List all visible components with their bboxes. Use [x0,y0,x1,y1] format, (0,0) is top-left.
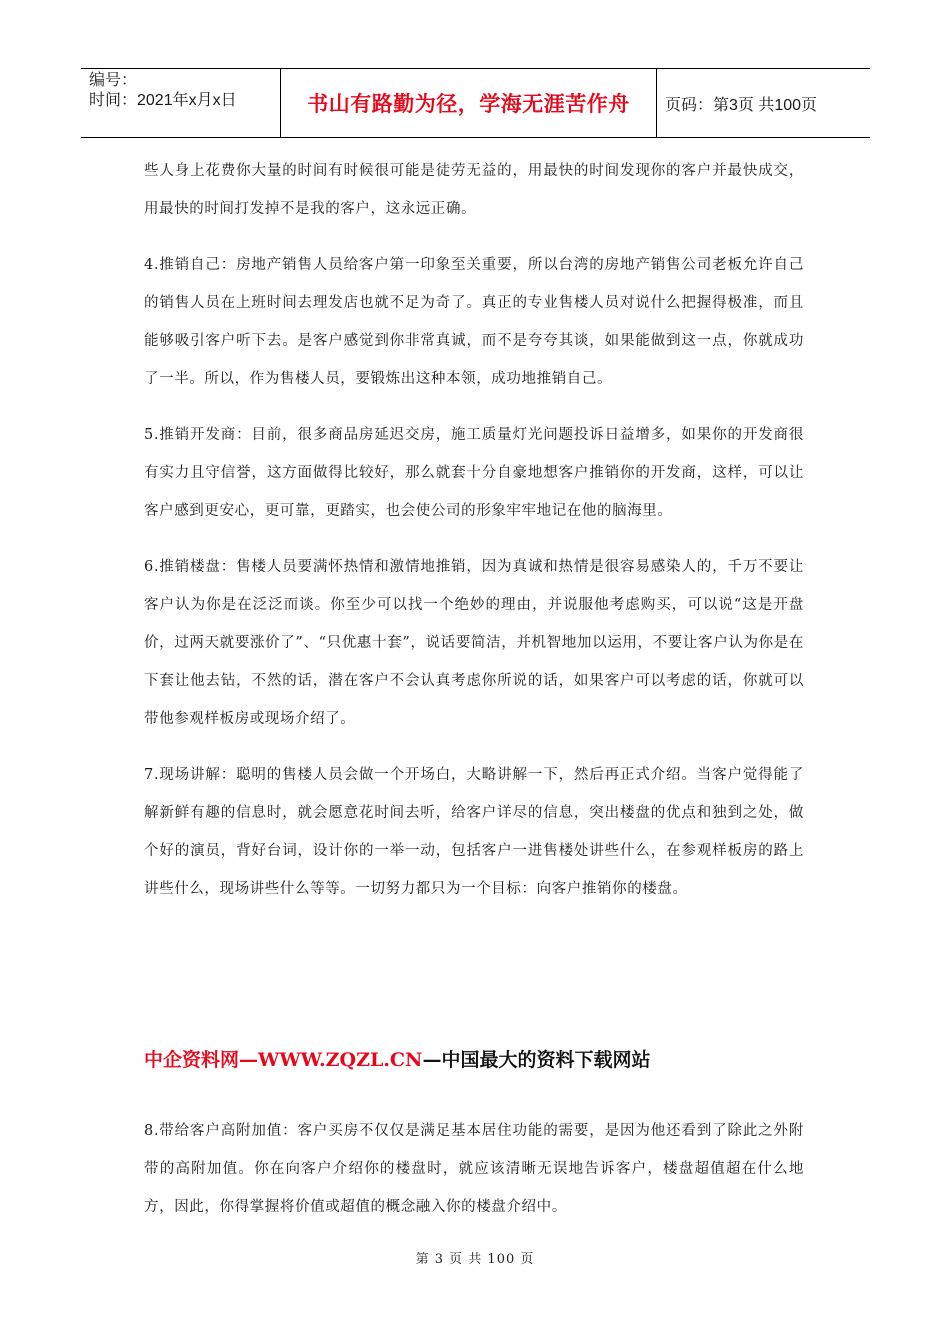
site-banner [144,1045,844,1072]
header-motto: 书山有路勤为径，学海无涯苦作舟 [281,69,657,137]
banner-tagline: —中国最大的资料下载网站 [422,1049,651,1071]
page-header [81,68,870,138]
doc-time-label: 时间：2021年x月x日 [89,92,237,109]
doc-number-label: 编号： [89,72,138,89]
banner-site-name: 中企资料网—WWW.ZQZL.CN [144,1049,423,1071]
header-page-label: 页码：第3页 共100页 [665,96,818,114]
page-footer: 第 3 页 共 100 页 [415,1252,535,1267]
paragraph-continuation: 些人身上花费你大量的时间有时候很可能是徒劳无益的，用最快的时间发现你的客户并最快成交，用最快的时间打发掉不是我的客户，这永远正确。 [144,163,804,217]
paragraph-6: 6.推销楼盘：售楼人员要满怀热情和激情地推销，因为真诚和热情是很容易感染人的，千万不要让客户认为你是在泛泛而谈。你至少可以找一个绝妙的理由，并说服他考虑购买，可以说“这是开盘价，过两天就要涨价了”、“只优惠十套”，说话要简洁，并机智地加以运用，不要让客户认为你是在下套让他去钻，不然的话，潜在客户不会认真考虑你所说的话，如果客户可以考虑的话，你就可以带他参观样板房或现场介绍了。 [144,559,804,727]
document-body [144,152,804,908]
document-body-tail [144,1112,804,1226]
paragraph-5: 5.推销开发商：目前，很多商品房延迟交房，施工质量灯光问题投诉日益增多，如果你的开发商很有实力且守信誉，这方面做得比较好，那么就套十分自豪地想客户推销你的开发商，这样，可以让客户感到更安心，更可靠，更踏实，也会使公司的形象牢牢地记在他的脑海里。 [144,427,804,519]
paragraph-8: 8.带给客户高附加值：客户买房不仅仅是满足基本居住功能的需要，是因为他还看到了除此之外附带的高附加值。你在向客户介绍你的楼盘时，就应该清晰无误地告诉客户，楼盘超值超在什么地方，因此，你得掌握将价值或超值的概念融入你的楼盘介绍中。 [144,1123,804,1215]
paragraph-7: 7.现场讲解：聪明的售楼人员会做一个开场白，大略讲解一下，然后再正式介绍。当客户觉得能了解新鲜有趣的信息时，就会愿意花时间去听，给客户详尽的信息，突出楼盘的优点和独到之处，做个好的演员，背好台词，设计你的一举一动，包括客户一进售楼处讲些什么，在参观样板房的路上讲些什么，现场讲些什么等等。一切努力都只为一个目标：向客户推销你的楼盘。 [144,767,804,897]
header-meta-cell [81,69,281,137]
paragraph-4: 4.推销自己：房地产销售人员给客户第一印象至关重要，所以台湾的房地产销售公司老板允许自己的销售人员在上班时间去理发店也就不足为奇了。真正的专业售楼人员对说什么把握得极准，而且能够吸引客户听下去。是客户感觉到你非常真诚，而不是夸夸其谈，如果能做到这一点，你就成功了一半。所以，作为售楼人员，要锻炼出这种本领，成功地推销自己。 [144,257,804,387]
